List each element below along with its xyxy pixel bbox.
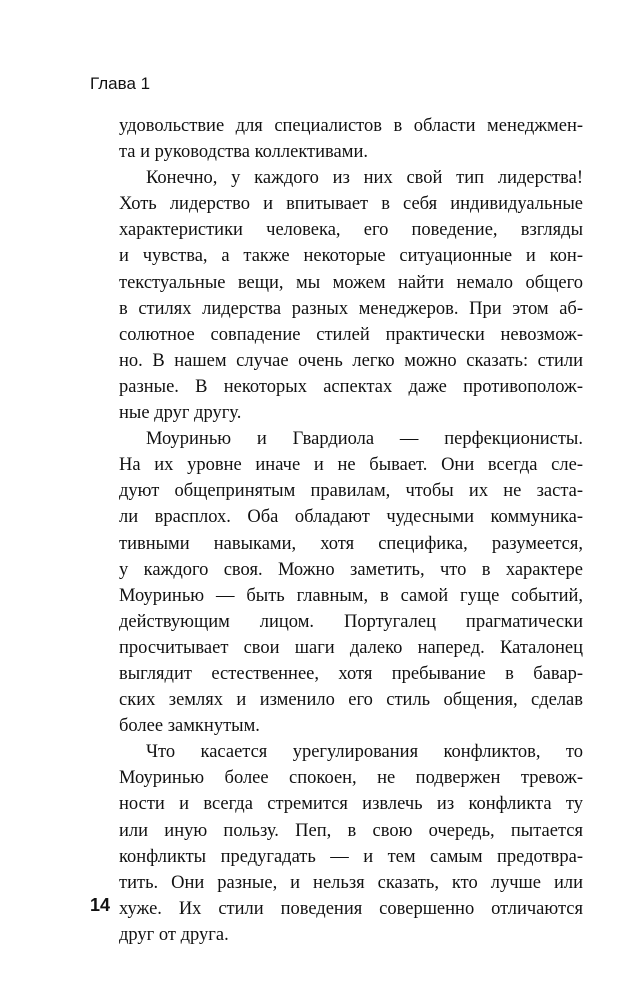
text-line: Конечно, у каждого из них свой тип лидерства! [146, 168, 583, 189]
text-line: действующим лицом. Португалец прагматически [119, 611, 583, 632]
text-line: разные. В некоторых аспектах даже противополож- [119, 376, 583, 397]
text-line: более замкнутым. [119, 716, 260, 737]
text-line: дуют общепринятым правилам, чтобы их не заста- [119, 481, 583, 502]
text-line: тить. Они разные, и нельзя сказать, кто лучше или [119, 872, 583, 893]
text-line: хуже. Их стили поведения совершенно отличаются [119, 898, 583, 919]
text-line: та и руководства коллективами. [119, 142, 368, 163]
text-line: ности и всегда стремится извлечь из конфликта ту [119, 794, 583, 815]
text-line: удовольствие для специалистов в области менеджмен- [119, 116, 583, 136]
text-line: но. В нашем случае очень легко можно сказать: стили [119, 350, 583, 371]
text-line: или иную пользу. Пеп, в свою очередь, пытается [119, 820, 583, 841]
text-line: выглядит естественнее, хотя пребывание в бавар- [119, 663, 583, 684]
text-line: На их уровне иначе и не бывает. Они всегда сле- [119, 455, 583, 476]
text-line: ских землях и изменило его стиль общения, сделав [119, 690, 583, 711]
text-line: и чувства, а также некоторые ситуационные и кон- [119, 246, 583, 267]
chapter-header: Глава 1 [90, 74, 151, 93]
text-line: характеристики человека, его поведение, взгляды [119, 220, 583, 241]
text-line: в стилях лидерства разных менеджеров. При этом аб- [119, 298, 583, 319]
text-line: Моуринью — быть главным, в самой гуще событий, [119, 585, 583, 606]
text-line: ные друг другу. [119, 403, 242, 424]
text-line: Что касается урегулирования конфликтов, то [146, 742, 583, 763]
text-line: конфликты предугадать — и тем самым предотвра- [119, 846, 583, 867]
text-line: Хоть лидерство и впитывает в себя индивидуальные [119, 194, 583, 215]
text-line: ли врасплох. Оба обладают чудесными коммуника- [119, 507, 583, 528]
text-line: Моуринью и Гвардиола — перфекционисты. [146, 429, 583, 450]
text-line: Моуринью более спокоен, не подвержен тревож- [119, 768, 583, 789]
text-line: солютное совпадение стилей практически невозмож- [119, 324, 583, 345]
text-line: у каждого своя. Можно заметить, что в характере [119, 559, 583, 580]
text-line: текстуальные вещи, мы можем найти немало общего [119, 272, 583, 293]
page-number: 14 [90, 895, 111, 915]
text-line: тивными навыками, хотя специфика, разумеется, [119, 533, 583, 554]
text-line: друг от друга. [119, 924, 229, 945]
body-text [119, 113, 583, 948]
text-line: просчитывает свои шаги далеко наперед. Каталонец [119, 637, 583, 658]
